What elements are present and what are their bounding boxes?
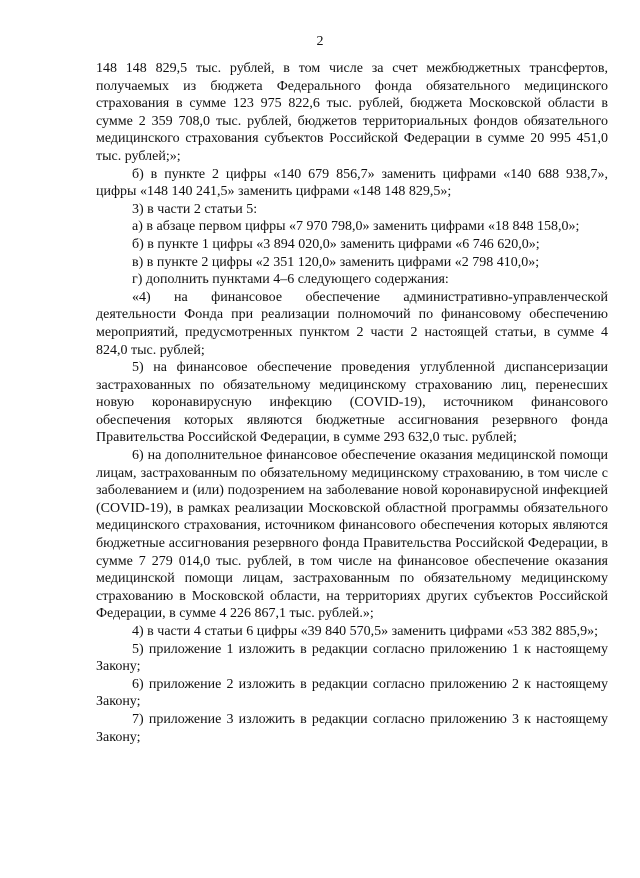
- paragraph: б) в пункте 1 цифры «3 894 020,0» заменить цифрами «6 746 620,0»;: [132, 236, 540, 252]
- paragraph: «4) на финансовое обеспечение административно-управленческой деятельности Фонда при реализации полномочий по финансовому обеспечению мероприятий, предусмотренных пунктом 2 части 2 настоящей статьи, в сумме 4 824,0 тыс. рублей;: [96, 289, 608, 358]
- paragraph: 6) приложение 2 изложить в редакции согласно приложению 2 к настоящему Закону;: [96, 676, 608, 710]
- paragraph: 5) приложение 1 изложить в редакции согласно приложению 1 к настоящему Закону;: [96, 641, 608, 675]
- paragraph: 148 148 829,5 тыс. рублей, в том числе за счет межбюджетных трансфертов, получаемых из бюджета Федерального фонда обязательного медицинского страхования в сумме 123 975 822,6 тыс. рублей, бюджета Московской области в сумме 2 359 708,0 тыс. рублей, бюджетов территориальных фондов обязательного медицинского страхования субъектов Российской Федерации в сумме 20 995 451,0 тыс. рублей;»;: [96, 61, 608, 164]
- paragraph: 5) на финансовое обеспечение проведения углубленной диспансеризации застрахованных по обязательному медицинскому страхованию лиц, перенесших новую коронавирусную инфекцию (COVID-19), источником финансового обеспечения которых являются бюджетные ассигнования резервного фонда Правительства Российской Федерации, в сумме 293 632,0 тыс. рублей;: [96, 360, 608, 446]
- paragraph: 4) в части 4 статьи 6 цифры «39 840 570,5» заменить цифрами «53 382 885,9»;: [132, 624, 598, 639]
- paragraph: в) в пункте 2 цифры «2 351 120,0» заменить цифрами «2 798 410,0»;: [132, 254, 540, 270]
- document-body: [96, 60, 608, 746]
- paragraph: б) в пункте 2 цифры «140 679 856,7» заменить цифрами «140 688 938,7», цифры «148 140 241,5» заменить цифрами «148 148 829,5»;: [96, 166, 608, 200]
- paragraph: а) в абзаце первом цифры «7 970 798,0» заменить цифрами «18 848 158,0»;: [132, 219, 580, 235]
- paragraph: 7) приложение 3 изложить в редакции согласно приложению 3 к настоящему Закону;: [96, 711, 608, 745]
- paragraph: 6) на дополнительное финансовое обеспечение оказания медицинской помощи лицам, застрахованным по обязательному медицинскому страхованию, в том числе с заболеванием и (или) подозрением на заболевание новой коронавирусной инфекцией (COVID-19), в рамках реализации Московской областной программы обязательного медицинского страхования, источником финансового обеспечения которых являются бюджетные ассигнования резервного фонда Правительства Российской Федерации, в сумме 7 279 014,0 тыс. рублей, в том числе на финансовое обеспечение оказания медицинской помощи лицам, застрахованным по обязательному медицинскому страхованию в Московской области, на территориях других субъектов Российской Федерации, в сумме 4 226 867,1 тыс. рублей.»;: [96, 448, 608, 622]
- paragraph: г) дополнить пунктами 4–6 следующего содержания:: [132, 272, 449, 288]
- page-number: 2: [316, 34, 324, 49]
- paragraph: 3) в части 2 статьи 5:: [132, 201, 258, 217]
